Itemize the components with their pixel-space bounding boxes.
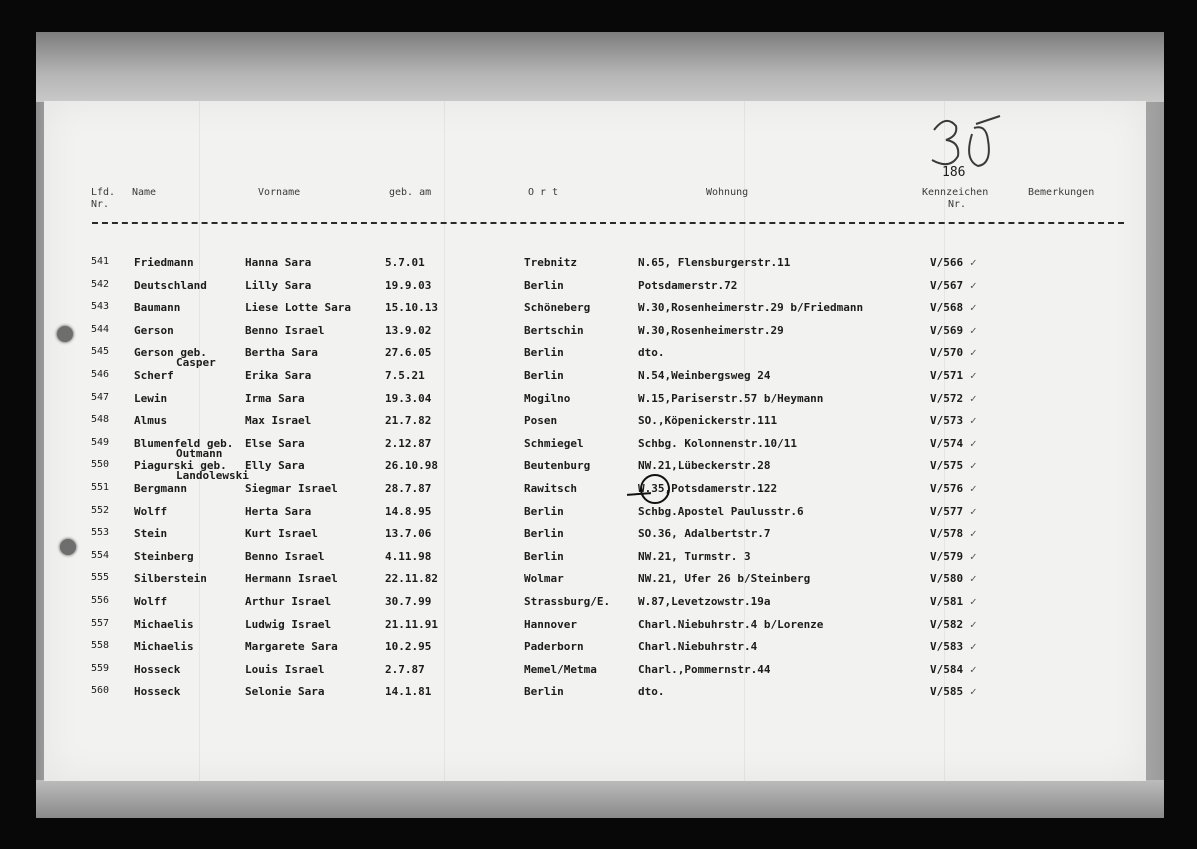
row-name: Almus [134, 414, 168, 427]
row-wohnung: NW.21,Lübeckerstr.28 [638, 459, 771, 472]
row-kennzeichen: V/568 [930, 301, 964, 314]
row-check-mark: ✓ [970, 369, 977, 382]
punch-hole [60, 539, 76, 555]
row-birthdate: 2.7.87 [385, 663, 425, 676]
header-geb-am: geb. am [389, 187, 432, 198]
row-number: 545 [91, 346, 110, 357]
row-vorname: Benno Israel [245, 324, 325, 337]
row-vorname: Siegmar Israel [245, 482, 338, 495]
row-ort: Beutenburg [524, 459, 591, 472]
row-check-mark: ✓ [970, 595, 977, 608]
row-ort: Berlin [524, 346, 564, 359]
row-wohnung: N.65, Flensburgerstr.11 [638, 256, 791, 269]
row-ort: Berlin [524, 369, 564, 382]
row-number: 544 [91, 324, 110, 335]
row-number: 552 [91, 505, 110, 516]
row-birthdate: 7.5.21 [385, 369, 425, 382]
row-vorname: Erika Sara [245, 369, 312, 382]
row-name: Deutschland [134, 279, 207, 292]
row-kennzeichen: V/567 [930, 279, 964, 292]
header-nr: Nr. [91, 199, 110, 210]
row-birthdate: 26.10.98 [385, 459, 438, 472]
row-name: Hosseck [134, 685, 181, 698]
row-name: Scherf [134, 369, 174, 382]
paper-crease [444, 101, 445, 781]
pen-circle-mark [640, 474, 670, 504]
row-birthdate: 15.10.13 [385, 301, 438, 314]
row-number: 542 [91, 279, 110, 290]
row-number: 560 [91, 685, 110, 696]
row-kennzeichen: V/576 [930, 482, 964, 495]
header-ort: O r t [528, 187, 559, 198]
row-birthdate: 13.9.02 [385, 324, 432, 337]
row-check-mark: ✓ [970, 256, 977, 269]
row-check-mark: ✓ [970, 572, 977, 585]
row-birthdate: 5.7.01 [385, 256, 425, 269]
row-ort: Schmiegel [524, 437, 584, 450]
row-name: Hosseck [134, 663, 181, 676]
row-wohnung: Charl.,Pommernstr.44 [638, 663, 771, 676]
row-vorname: Irma Sara [245, 392, 305, 405]
row-name: Baumann [134, 301, 181, 314]
row-number: 541 [91, 256, 110, 267]
punch-hole [57, 326, 73, 342]
row-ort: Bertschin [524, 324, 584, 337]
film-bottom-strip [36, 780, 1164, 818]
row-kennzeichen: V/584 [930, 663, 964, 676]
header-bemerkungen: Bemerkungen [1028, 187, 1095, 198]
row-kennzeichen: V/569 [930, 324, 964, 337]
row-birthdate: 30.7.99 [385, 595, 432, 608]
row-ort: Strassburg/E. [524, 595, 611, 608]
row-check-mark: ✓ [970, 505, 977, 518]
row-vorname: Hermann Israel [245, 572, 338, 585]
row-wohnung: Charl.Niebuhrstr.4 [638, 640, 758, 653]
row-number: 543 [91, 301, 110, 312]
row-check-mark: ✓ [970, 459, 977, 472]
row-wohnung: W.30,Rosenheimerstr.29 b/Friedmann [638, 301, 864, 314]
row-name: Silberstein [134, 572, 207, 585]
row-birthdate: 2.12.87 [385, 437, 432, 450]
row-birthdate: 21.7.82 [385, 414, 432, 427]
row-name: Stein [134, 527, 168, 540]
row-check-mark: ✓ [970, 437, 977, 450]
row-vorname: Selonie Sara [245, 685, 325, 698]
row-name: Friedmann [134, 256, 194, 269]
row-check-mark: ✓ [970, 392, 977, 405]
row-number: 548 [91, 414, 110, 425]
row-number: 547 [91, 392, 110, 403]
row-kennzeichen: V/585 [930, 685, 964, 698]
row-birthdate: 14.1.81 [385, 685, 432, 698]
row-kennzeichen: V/582 [930, 618, 964, 631]
row-check-mark: ✓ [970, 527, 977, 540]
row-wohnung: N.54,Weinbergsweg 24 [638, 369, 771, 382]
row-kennzeichen: V/566 [930, 256, 964, 269]
row-check-mark: ✓ [970, 550, 977, 563]
row-number: 554 [91, 550, 110, 561]
row-ort: Berlin [524, 527, 564, 540]
row-vorname: Elly Sara [245, 459, 305, 472]
row-vorname: Margarete Sara [245, 640, 338, 653]
row-vorname: Bertha Sara [245, 346, 318, 359]
row-check-mark: ✓ [970, 324, 977, 337]
header-name: Name [132, 187, 157, 198]
row-kennzeichen: V/581 [930, 595, 964, 608]
row-birthdate: 10.2.95 [385, 640, 432, 653]
row-kennzeichen: V/579 [930, 550, 964, 563]
row-wohnung: dto. [638, 685, 665, 698]
row-name: Piagurski geb. [134, 459, 227, 472]
row-ort: Rawitsch [524, 482, 577, 495]
row-wohnung: NW.21, Ufer 26 b/Steinberg [638, 572, 811, 585]
row-ort: Berlin [524, 505, 564, 518]
row-check-mark: ✓ [970, 346, 977, 359]
row-wohnung: Schbg.Apostel Paulusstr.6 [638, 505, 804, 518]
row-name: Steinberg [134, 550, 194, 563]
row-wohnung: W.15,Pariserstr.57 b/Heymann [638, 392, 824, 405]
row-birthdate: 21.11.91 [385, 618, 438, 631]
row-kennzeichen: V/570 [930, 346, 964, 359]
row-wohnung: W.87,Levetzowstr.19a [638, 595, 771, 608]
row-vorname: Kurt Israel [245, 527, 318, 540]
row-name: Wolff [134, 505, 168, 518]
row-wohnung: W.35,Potsdamerstr.122 [638, 482, 778, 495]
row-wohnung: Schbg. Kolonnenstr.10/11 [638, 437, 797, 450]
row-name: Michaelis [134, 640, 194, 653]
row-ort: Paderborn [524, 640, 584, 653]
row-kennzeichen: V/578 [930, 527, 964, 540]
row-birthdate: 22.11.82 [385, 572, 438, 585]
row-ort: Memel/Metma [524, 663, 597, 676]
row-wohnung: W.30,Rosenheimerstr.29 [638, 324, 784, 337]
row-vorname: Ludwig Israel [245, 618, 332, 631]
row-birthdate: 19.3.04 [385, 392, 432, 405]
row-check-mark: ✓ [970, 301, 977, 314]
row-maiden-name: Landolewski [176, 469, 249, 482]
row-ort: Hannover [524, 618, 577, 631]
row-kennzeichen: V/575 [930, 459, 964, 472]
row-wohnung: SO.36, Adalbertstr.7 [638, 527, 771, 540]
row-number: 557 [91, 618, 110, 629]
row-vorname: Louis Israel [245, 663, 325, 676]
row-vorname: Herta Sara [245, 505, 312, 518]
page-number: 186 [942, 165, 966, 180]
row-birthdate: 14.8.95 [385, 505, 432, 518]
row-name: Michaelis [134, 618, 194, 631]
row-vorname: Hanna Sara [245, 256, 312, 269]
row-number: 553 [91, 527, 110, 538]
row-name: Blumenfeld geb. [134, 437, 234, 450]
handwritten-page-number [928, 110, 1008, 177]
row-check-mark: ✓ [970, 663, 977, 676]
row-kennzeichen: V/573 [930, 414, 964, 427]
row-name: Lewin [134, 392, 168, 405]
row-ort: Posen [524, 414, 558, 427]
row-number: 558 [91, 640, 110, 651]
row-check-mark: ✓ [970, 482, 977, 495]
row-vorname: Arthur Israel [245, 595, 332, 608]
header-kennzeichen: Kennzeichen [922, 187, 989, 198]
row-ort: Mogilno [524, 392, 571, 405]
row-birthdate: 19.9.03 [385, 279, 432, 292]
header-lfd: Lfd. [91, 187, 116, 198]
row-check-mark: ✓ [970, 618, 977, 631]
row-ort: Schöneberg [524, 301, 591, 314]
row-check-mark: ✓ [970, 414, 977, 427]
row-wohnung: SO.,Köpenickerstr.111 [638, 414, 778, 427]
row-birthdate: 28.7.87 [385, 482, 432, 495]
row-number: 549 [91, 437, 110, 448]
row-check-mark: ✓ [970, 640, 977, 653]
row-wohnung: Potsdamerstr.72 [638, 279, 738, 292]
row-maiden-name: Casper [176, 356, 216, 369]
row-kennzeichen: V/583 [930, 640, 964, 653]
row-number: 550 [91, 459, 110, 470]
row-kennzeichen: V/574 [930, 437, 964, 450]
row-ort: Wolmar [524, 572, 564, 585]
row-name: Wolff [134, 595, 168, 608]
row-wohnung: dto. [638, 346, 665, 359]
header-wohnung: Wohnung [706, 187, 749, 198]
row-birthdate: 4.11.98 [385, 550, 432, 563]
row-maiden-name: Outmann [176, 447, 223, 460]
row-ort: Trebnitz [524, 256, 577, 269]
row-kennzeichen: V/571 [930, 369, 964, 382]
row-ort: Berlin [524, 279, 564, 292]
row-vorname: Else Sara [245, 437, 305, 450]
header-divider [92, 222, 1124, 224]
row-birthdate: 27.6.05 [385, 346, 432, 359]
row-wohnung: NW.21, Turmstr. 3 [638, 550, 751, 563]
row-name: Bergmann [134, 482, 187, 495]
row-vorname: Lilly Sara [245, 279, 312, 292]
row-number: 551 [91, 482, 110, 493]
row-name: Gerson [134, 324, 174, 337]
row-number: 546 [91, 369, 110, 380]
row-name: Gerson geb. [134, 346, 207, 359]
row-kennzeichen: V/577 [930, 505, 964, 518]
row-ort: Berlin [524, 550, 564, 563]
row-kennzeichen: V/572 [930, 392, 964, 405]
row-number: 555 [91, 572, 110, 583]
row-number: 556 [91, 595, 110, 606]
row-vorname: Max Israel [245, 414, 312, 427]
row-vorname: Benno Israel [245, 550, 325, 563]
header-vorname: Vorname [258, 187, 301, 198]
film-top-strip [36, 32, 1164, 102]
row-kennzeichen: V/580 [930, 572, 964, 585]
row-birthdate: 13.7.06 [385, 527, 432, 540]
row-check-mark: ✓ [970, 279, 977, 292]
row-ort: Berlin [524, 685, 564, 698]
row-wohnung: Charl.Niebuhrstr.4 b/Lorenze [638, 618, 824, 631]
header-kennzeichen-nr: Nr. [948, 199, 967, 210]
row-number: 559 [91, 663, 110, 674]
row-vorname: Liese Lotte Sara [245, 301, 351, 314]
row-check-mark: ✓ [970, 685, 977, 698]
